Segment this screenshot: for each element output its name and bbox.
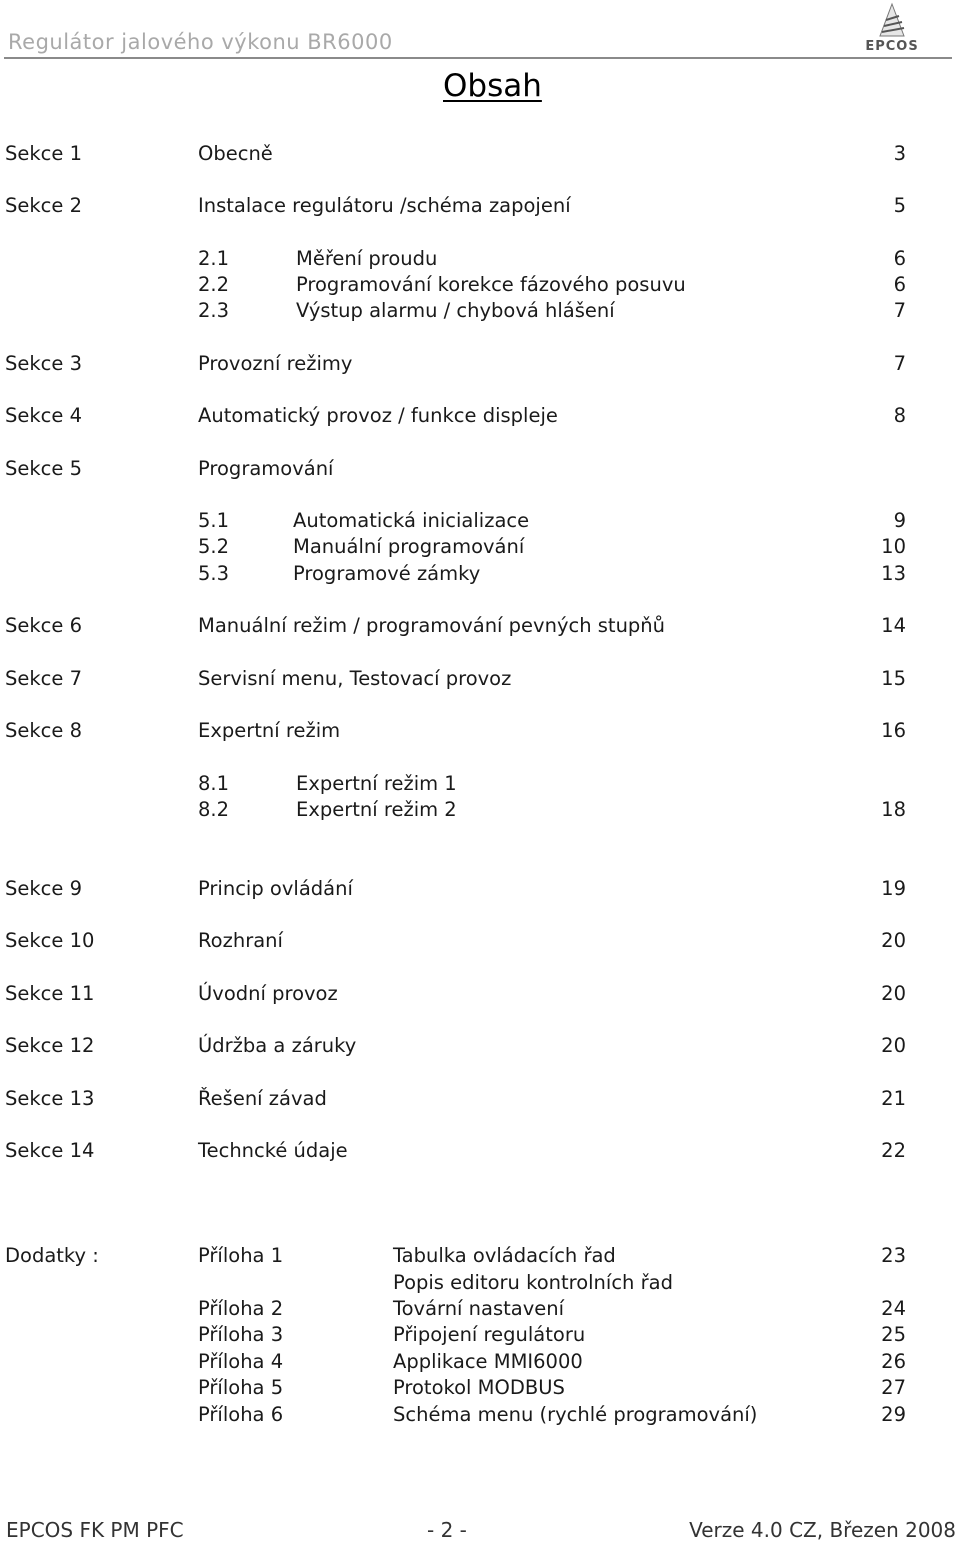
toc-section-label: Sekce 12 (5, 1034, 95, 1057)
appendix-item-title: Schéma menu (rychlé programování) (393, 1403, 758, 1426)
toc-page-number: 18 (881, 798, 906, 821)
toc-page-number: 15 (881, 667, 906, 690)
toc-title: Manuální režim / programování pevných stupňů (198, 614, 666, 637)
appendix-item-title: Tovární nastavení (393, 1297, 565, 1320)
toc-page-number: 27 (881, 1376, 906, 1399)
toc-subsection-title: Měření proudu (296, 247, 438, 270)
toc-page-number: 24 (881, 1297, 906, 1320)
toc-section-label: Sekce 4 (5, 404, 82, 427)
epcos-logo (862, 2, 922, 54)
toc-page-number: 3 (893, 142, 906, 165)
appendix-item-title: Popis editoru kontrolních řad (393, 1271, 673, 1294)
toc-page-number: 26 (881, 1350, 906, 1373)
toc-title: Rozhraní (198, 929, 283, 952)
toc-subsection-title: Manuální programování (293, 535, 525, 558)
toc-title: Programování (198, 457, 334, 480)
toc-section-label: Sekce 7 (5, 667, 82, 690)
appendix-item-title: Applikace MMI6000 (393, 1350, 583, 1373)
toc-title: Automatický provoz / funkce displeje (198, 404, 558, 427)
footer-right: Verze 4.0 CZ, Březen 2008 (689, 1518, 956, 1542)
toc-title: Instalace regulátoru /schéma zapojení (198, 194, 571, 217)
appendix-label: Dodatky : (5, 1244, 99, 1267)
appendix-item-title: Protokol MODBUS (393, 1376, 565, 1399)
toc-title: Obecně (198, 142, 273, 165)
toc-subsection-number: 2.3 (198, 299, 230, 322)
toc-subsection-title: Programové zámky (293, 562, 481, 585)
toc-title: Servisní menu, Testovací provoz (198, 667, 512, 690)
toc-page-number: 13 (881, 562, 906, 585)
toc-section-label: Sekce 14 (5, 1139, 95, 1162)
toc-page-number: 14 (881, 614, 906, 637)
header-title: Regulátor jalového výkonu BR6000 (8, 30, 393, 54)
toc-title: Princip ovládání (198, 877, 353, 900)
epcos-logo-icon (874, 2, 910, 38)
appendix-item-name: Příloha 2 (198, 1297, 284, 1320)
toc-subsection-number: 5.2 (198, 535, 230, 558)
toc-section-label: Sekce 10 (5, 929, 95, 952)
toc-page-number: 20 (881, 929, 906, 952)
toc-section-label: Sekce 5 (5, 457, 82, 480)
toc-section-label: Sekce 1 (5, 142, 82, 165)
header-divider (4, 57, 952, 59)
toc-page-number: 10 (881, 535, 906, 558)
toc-subsection-title: Automatická inicializace (293, 509, 530, 532)
toc-title: Expertní režim (198, 719, 341, 742)
toc-page-number: 20 (881, 1034, 906, 1057)
toc-page-number: 6 (893, 247, 906, 270)
toc-subsection-number: 2.2 (198, 273, 230, 296)
appendix-item-title: Připojení regulátoru (393, 1323, 586, 1346)
toc-subsection-title: Výstup alarmu / chybová hlášení (296, 299, 615, 322)
toc-section-label: Sekce 11 (5, 982, 95, 1005)
toc-page-number: 8 (893, 404, 906, 427)
appendix-item-name: Příloha 4 (198, 1350, 284, 1373)
appendix-item-name: Příloha 5 (198, 1376, 284, 1399)
toc-title: Provozní režimy (198, 352, 353, 375)
toc-page-number: 20 (881, 982, 906, 1005)
toc-title: Údržba a záruky (198, 1034, 357, 1057)
toc-section-label: Sekce 13 (5, 1087, 95, 1110)
toc-page-number: 7 (893, 299, 906, 322)
toc-section-label: Sekce 3 (5, 352, 82, 375)
appendix-item-name: Příloha 1 (198, 1244, 284, 1267)
toc-section-label: Sekce 2 (5, 194, 82, 217)
toc-section-label: Sekce 8 (5, 719, 82, 742)
toc-page-number: 21 (881, 1087, 906, 1110)
toc-page-number: 7 (893, 352, 906, 375)
toc-title: Techncké údaje (198, 1139, 348, 1162)
toc-page-number: 29 (881, 1403, 906, 1426)
toc-subsection-number: 8.1 (198, 772, 230, 795)
toc-page-number: 25 (881, 1323, 906, 1346)
toc-page-number: 9 (893, 509, 906, 532)
appendix-item-name: Příloha 6 (198, 1403, 284, 1426)
toc-page-number: 23 (881, 1244, 906, 1267)
toc-page-number: 22 (881, 1139, 906, 1162)
toc-section-label: Sekce 9 (5, 877, 82, 900)
footer-left: EPCOS FK PM PFC (6, 1518, 184, 1542)
toc-page-number: 5 (893, 194, 906, 217)
toc-subsection-number: 2.1 (198, 247, 230, 270)
toc-subsection-title: Expertní režim 2 (296, 798, 457, 821)
page-title: Obsah (443, 68, 542, 104)
toc-page-number: 19 (881, 877, 906, 900)
toc-subsection-number: 5.1 (198, 509, 230, 532)
toc-page-number: 16 (881, 719, 906, 742)
toc-subsection-title: Expertní režim 1 (296, 772, 457, 795)
toc-title: Řešení závad (198, 1087, 327, 1110)
appendix-item-name: Příloha 3 (198, 1323, 284, 1346)
toc-subsection-title: Programování korekce fázového posuvu (296, 273, 686, 296)
toc-subsection-number: 8.2 (198, 798, 230, 821)
toc-subsection-number: 5.3 (198, 562, 230, 585)
toc-title: Úvodní provoz (198, 982, 338, 1005)
toc-page-number: 6 (893, 273, 906, 296)
logo-text: EPCOS (865, 39, 919, 54)
toc-section-label: Sekce 6 (5, 614, 82, 637)
footer-page-number: - 2 - (427, 1518, 467, 1542)
appendix-item-title: Tabulka ovládacích řad (393, 1244, 616, 1267)
